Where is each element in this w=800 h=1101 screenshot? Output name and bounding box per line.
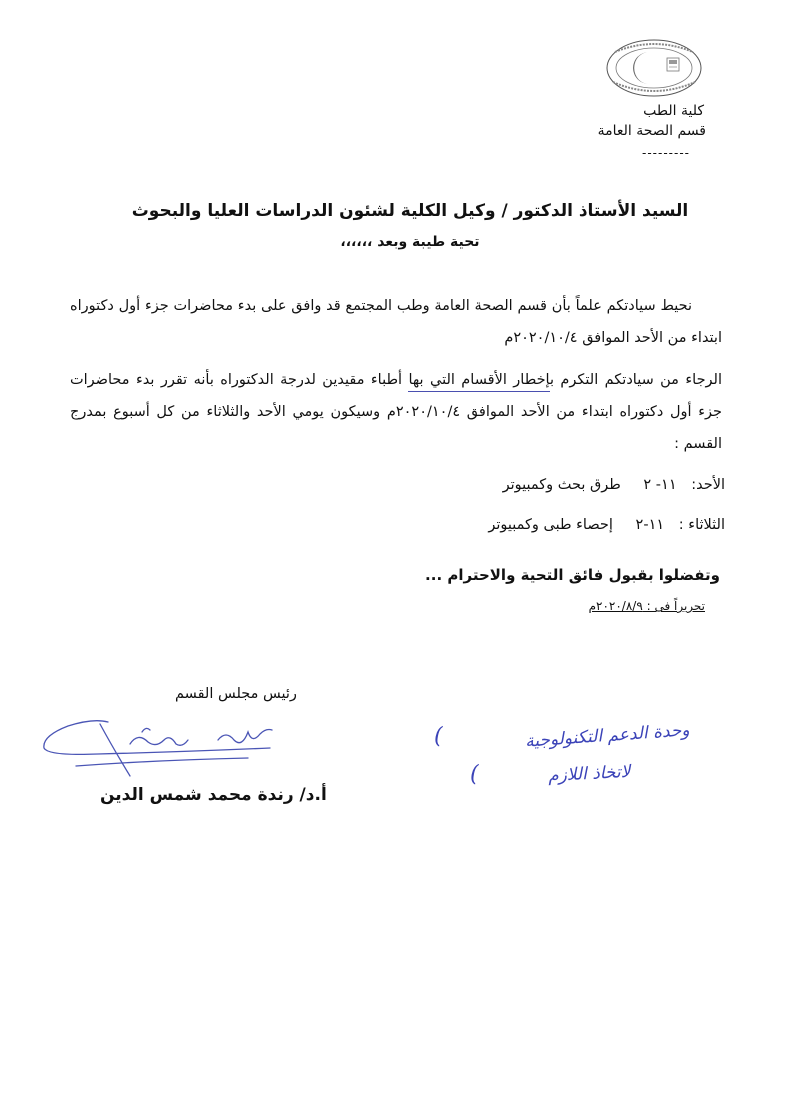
note-bracket-icon: ( [470,762,479,787]
body-paragraph-2 [70,364,722,460]
schedule-day: الثلاثاء : [678,517,725,533]
note-bracket-icon: ( [434,724,443,749]
faculty-name: كلية الطب [643,103,704,119]
greeting-line: تحية طيبة وبعد ،،،،،، [340,234,480,250]
underlined-phrase: إخطار الأقسام التي بها [408,372,550,392]
body-paragraph-1: نحيط سيادتكم علماً بأن قسم الصحة العامة وطب المجتمع قد وافق على بدء محاضرات جزء أول دكتوراه ابتداء من الأحد الموافق ٢٠٢٠/١٠/٤م [70,298,722,346]
signature-scribble-icon [38,718,278,780]
header-separator: --------- [642,146,690,160]
signatory-name: أ.د/ رندة محمد شمس الدين [100,785,327,805]
department-name: قسم الصحة العامة [597,123,706,139]
handwritten-note-line-2: لاتخاذ اللازم [547,761,631,787]
handwritten-note-line-1: وحدة الدعم التكنولوجية [524,720,691,752]
written-date: تحريراً فى : ٢٠٢٠/٨/٩م [588,599,705,613]
signatory-title: رئيس مجلس القسم [175,686,297,702]
schedule-row [503,477,725,493]
schedule-time: ١١- ٢ [643,477,677,493]
paragraph-2-start: الرجاء من سيادتكم التكرم ب [549,372,722,388]
schedule-subject: إحصاء طبى وكمبيوتر [488,517,613,533]
paragraph-2-end: أطباء مقيدين لدرجة الدكتوراه بأنه تقرر بدء محاضرات جزء أول دكتوراه ابتداء من الأحد الموافق ٢٠٢٠/١٠/٤م وسيكون يومي الأحد والثلاثاء من كل أسبوع بمدرج القسم : [70,372,722,452]
schedule-time: ١١-٢ [635,517,665,533]
schedule-subject: طرق بحث وكمبيوتر [502,477,621,493]
closing-line: وتفضلوا بقبول فائق التحية والاحترام ... [425,566,720,584]
schedule-day: الأحد: [691,477,725,493]
addressee-line: السيد الأستاذ الدكتور / وكيل الكلية لشئون الدراسات العليا والبحوث [131,201,689,221]
faculty-logo-icon [605,38,703,98]
schedule-row [488,517,725,533]
handwritten-note [430,722,700,807]
